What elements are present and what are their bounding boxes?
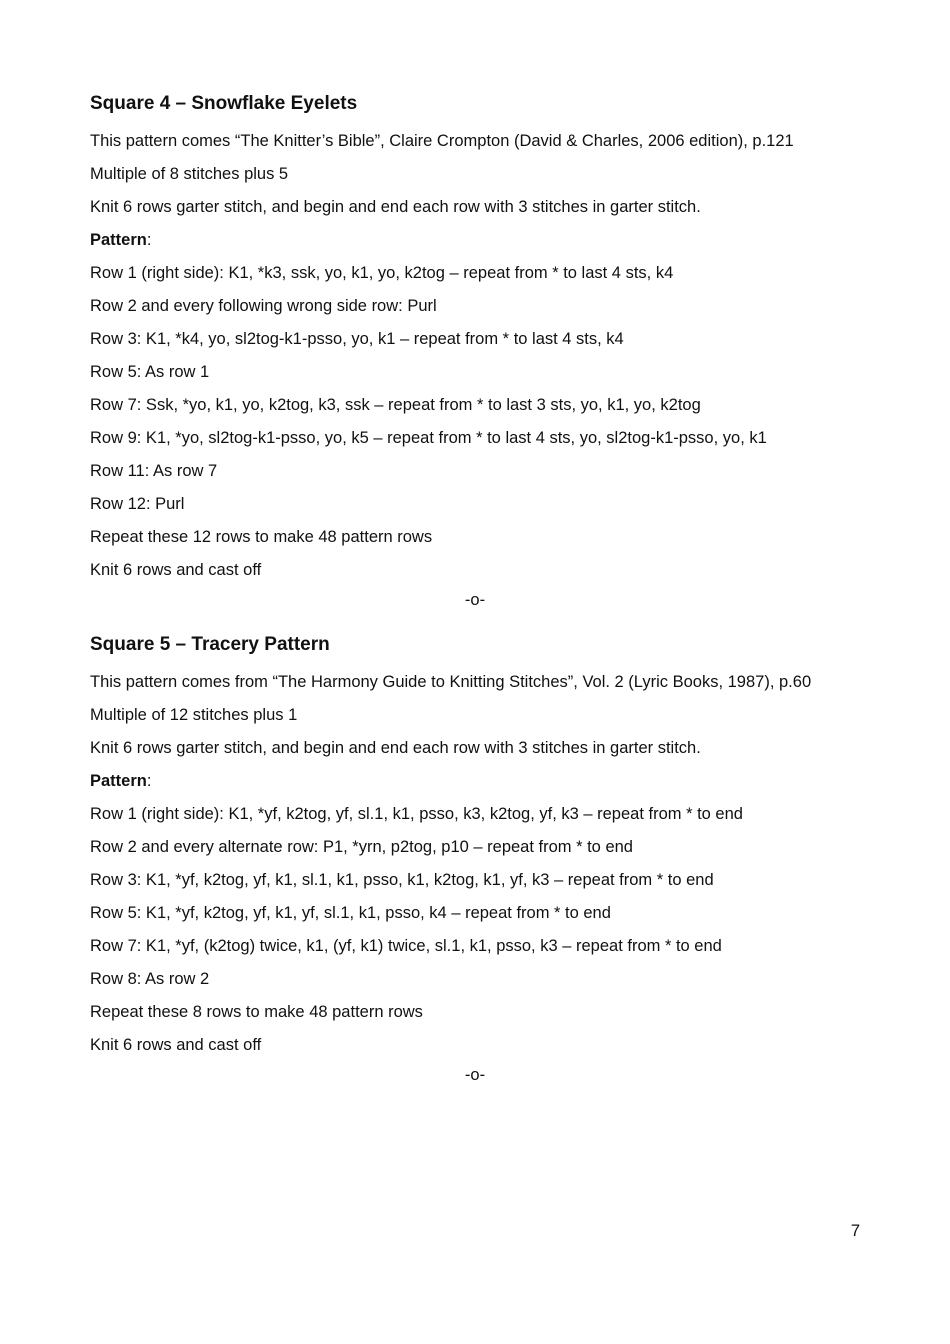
pattern-row: Row 1 (right side): K1, *yf, k2tog, yf, sl.1, k1, psso, k3, k2tog, yf, k3 – repeat from * to end <box>90 805 743 823</box>
page-number: 7 <box>850 1222 860 1240</box>
pattern-row: Row 2 and every following wrong side row: Purl <box>90 297 437 315</box>
pattern-row: Row 3: K1, *k4, yo, sl2tog-k1-psso, yo, k1 – repeat from * to last 4 sts, k4 <box>90 330 624 348</box>
pattern-label-text: Pattern <box>90 231 147 249</box>
stitch-multiple: Multiple of 12 stitches plus 1 <box>90 706 298 724</box>
pattern-row: Row 5: K1, *yf, k2tog, yf, k1, yf, sl.1, k1, psso, k4 – repeat from * to end <box>90 904 611 922</box>
finish-instruction: Knit 6 rows and cast off <box>90 561 262 579</box>
repeat-instruction: Repeat these 8 rows to make 48 pattern rows <box>90 1003 423 1021</box>
section-square-5 <box>90 632 870 1062</box>
pattern-label-colon: : <box>146 231 152 249</box>
section-title: Square 4 – Snowflake Eyelets <box>90 93 358 114</box>
pattern-row: Row 12: Purl <box>90 495 185 513</box>
pattern-row: Row 11: As row 7 <box>90 462 218 480</box>
stitch-multiple: Multiple of 8 stitches plus 5 <box>90 165 289 183</box>
intro-text: Knit 6 rows garter stitch, and begin and end each row with 3 stitches in garter stitch. <box>90 198 701 216</box>
pattern-label-colon: : <box>146 772 152 790</box>
pattern-row: Row 5: As row 1 <box>90 363 210 381</box>
pattern-row: Row 3: K1, *yf, k2tog, yf, k1, sl.1, k1, psso, k1, k2tog, k1, yf, k3 – repeat from * to end <box>90 871 714 889</box>
pattern-row: Row 8: As row 2 <box>90 970 210 988</box>
pattern-row: Row 1 (right side): K1, *k3, ssk, yo, k1, yo, k2tog – repeat from * to last 4 sts, k4 <box>90 264 674 282</box>
section-separator: -o- <box>464 1066 486 1084</box>
pattern-label <box>90 765 870 798</box>
pattern-row: Row 7: K1, *yf, (k2tog) twice, k1, (yf, k1) twice, sl.1, k1, psso, k3 – repeat from * to end <box>90 937 722 955</box>
section-title: Square 5 – Tracery Pattern <box>90 634 330 655</box>
pattern-source: This pattern comes from “The Harmony Guide to Knitting Stitches”, Vol. 2 (Lyric Books, 1987), p.60 <box>90 673 812 691</box>
pattern-label-text: Pattern <box>90 772 147 790</box>
pattern-row: Row 9: K1, *yo, sl2tog-k1-psso, yo, k5 – repeat from * to last 4 sts, yo, sl2tog-k1-psso, yo, k1 <box>90 429 767 447</box>
intro-text: Knit 6 rows garter stitch, and begin and end each row with 3 stitches in garter stitch. <box>90 739 701 757</box>
pattern-row: Row 7: Ssk, *yo, k1, yo, k2tog, k3, ssk – repeat from * to last 3 sts, yo, k1, yo, k2tog <box>90 396 701 414</box>
section-separator: -o- <box>464 591 486 609</box>
pattern-row: Row 2 and every alternate row: P1, *yrn, p2tog, p10 – repeat from * to end <box>90 838 633 856</box>
pattern-label <box>90 224 870 257</box>
pattern-source: This pattern comes “The Knitter’s Bible”, Claire Crompton (David & Charles, 2006 edition), p.121 <box>90 132 794 150</box>
finish-instruction: Knit 6 rows and cast off <box>90 1036 262 1054</box>
repeat-instruction: Repeat these 12 rows to make 48 pattern rows <box>90 528 433 546</box>
section-square-4 <box>90 91 870 587</box>
